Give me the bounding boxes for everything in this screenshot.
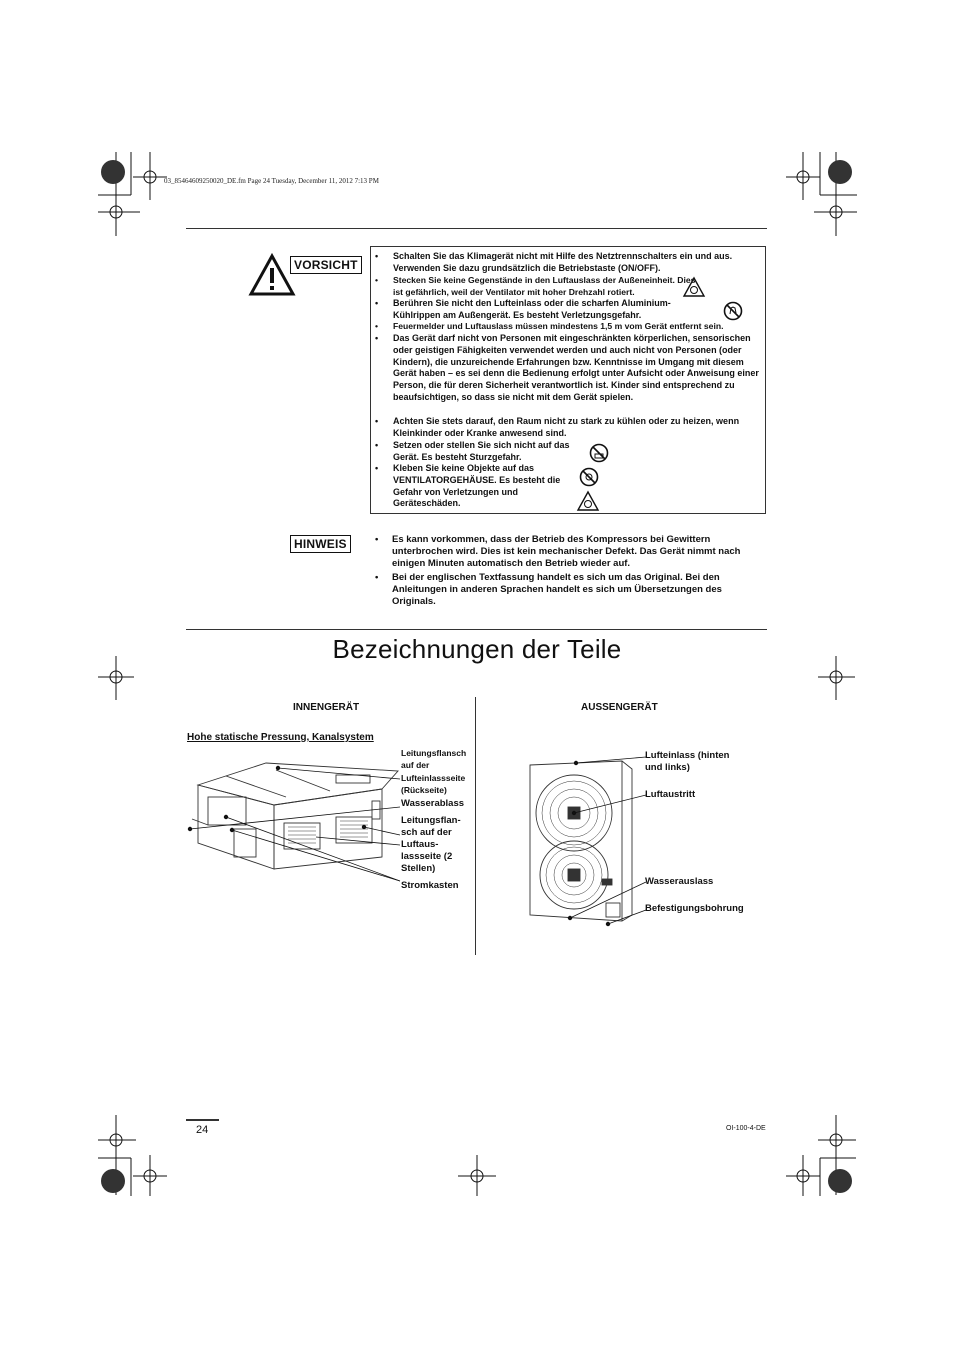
warning-triangle-icon [249,254,295,296]
callout-inlet-flange: Leitungsflansch auf der Lufteinlassseite (Rückseite) [401,748,467,795]
no-sticking-icon [579,467,599,487]
note-label: HINWEIS [290,535,351,553]
note-item: • Es kann vorkommen, dass der Betrieb des Kompressors bei Gewittern unterbrochen wird. Dies ist kein mechanischer Defekt. Das Gerät nimmt nach einigen Minuten automatisch den Betrieb wieder auf. [370,534,750,570]
caution-label: VORSICHT [290,256,362,274]
rotating-fan-warning-icon [683,277,705,297]
indoor-unit-illustration [186,757,406,877]
caution-box [370,246,766,514]
file-info: 03_85464609250020_DE.fm Page 24 Tuesday, December 11, 2012 7:13 PM [164,177,379,185]
callout-electrical-box: Stromkasten [401,880,459,891]
outdoor-heading: AUSSENGERÄT [581,702,658,713]
column-divider [475,697,476,955]
note-item: • Bei der englischen Textfassung handelt es sich um das Original. Bei den Anleitungen in anderen Sprachen handelt es sich um Übersetzungen des Originals. [370,572,754,608]
caution-item: • Schalten Sie das Klimagerät nicht mit Hilfe des Netztrennschalters ein und aus. Verwenden Sie dazu grundsätzlich die Betriebstaste (ON/OFF). [371,251,763,275]
caution-item: • Feuermelder und Luftauslass müssen mindestens 1,5 m vom Gerät entfernt sein. [371,321,765,333]
registration-mark-icon [101,160,125,184]
caution-item: • Achten Sie stets darauf, den Raum nicht zu stark zu kühlen oder zu heizen, wenn Kleinkinder oder Kranke anwesend sind. [371,416,763,440]
callout-drain: Wasserablass [401,798,465,809]
top-rule [186,228,767,229]
indoor-subheading: Hohe statische Pressung, Kanalsystem [187,732,374,743]
callout-air-outlet: Luftaustritt [645,789,696,800]
page-number: 24 [196,1124,209,1136]
caution-item: • Stecken Sie keine Gegenstände in den Luftauslass der Außeneinheit. Dies ist gefährlich, weil der Ventilator mit hoher Drehzahl rotiert. [371,275,701,299]
caution-item: • Berühren Sie nicht den Lufteinlass oder die scharfen Aluminium-Kühlrippen am Außengerät. Es besteht Verletzungsgefahr. [371,298,716,322]
indoor-heading: INNENGERÄT [293,702,360,713]
outdoor-unit-illustration [522,755,662,935]
section-title: Bezeichnungen der Teile [332,634,622,664]
caution-item: • Kleben Sie keine Objekte auf das VENTILATORGEHÄUSE. Es besteht die Gefahr von Verletzungen und Geräteschäden. [371,463,561,510]
callout-drain-outlet: Wasserauslass [645,876,714,887]
section-rule [186,629,767,630]
no-touch-icon [723,301,743,321]
caution-item: • Das Gerät darf nicht von Personen mit eingeschränkten körperlichen, sensorischen oder geistigen Fähigkeiten verwendet werden und auch nicht von Personen (oder Kindern), die unzureichende Erfahrungen bzw. Kenntnisse im Umgang mit diesem Gerät haben – es sei denn die Bedienung erfolgt unter Aufsicht oder Anweisung einer Person, die für deren Sicherheit verantwortlich ist. Kinder sind entsprechend zu beaufsichtigen, so dass sie nicht mit dem Gerät spielen. [371,333,763,404]
document-id: OI-100-4-DE [726,1125,766,1132]
registration-mark-icon [828,160,852,184]
callout-outlet-flange: Leitungsflan- sch auf der Luftaus- lassseite (2 Stellen) [401,815,461,874]
footer-rule [186,1119,219,1121]
registration-mark-icon [101,1169,125,1193]
caution-item: • Setzen oder stellen Sie sich nicht auf das Gerät. Es besteht Sturzgefahr. [371,440,571,464]
callout-air-inlet: Lufteinlass (hinten und links) [645,750,730,773]
callout-mounting-hole: Befestigungsbohrung [645,903,744,914]
no-climbing-icon [589,443,609,463]
rotating-fan-warning-icon [577,491,599,511]
registration-mark-icon [828,1169,852,1193]
